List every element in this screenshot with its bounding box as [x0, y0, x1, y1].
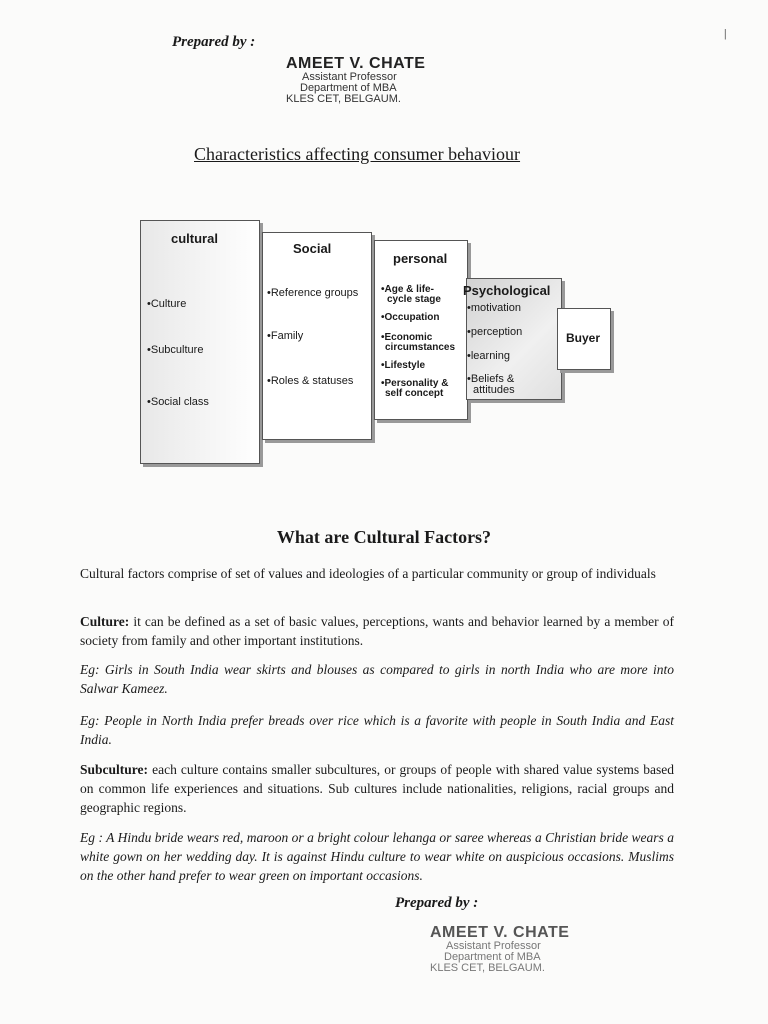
- psychological-item: •perception: [467, 326, 523, 338]
- example-3: Eg : A Hindu bride wears red, maroon or a bright colour lehanga or saree whereas a Christian bride wears a white gown on her wedding day. It is against Hindu culture to wear white on auspicious occasions. Muslims on the other hand prefer to wear green on important occasions.: [80, 830, 674, 883]
- personal-heading: personal: [393, 251, 448, 266]
- social-heading: Social: [293, 241, 332, 256]
- social-item: •Roles & statuses: [267, 375, 354, 387]
- buyer-box: [557, 308, 611, 370]
- margin-mark: |: [724, 26, 727, 40]
- author-role: Assistant Professor: [302, 71, 397, 83]
- psychological-item: •learning: [467, 350, 510, 362]
- psychological-item: attitudes: [473, 384, 515, 396]
- author-inst-bottom: KLES CET, BELGAUM.: [430, 962, 545, 974]
- culture-text: it can be defined as a set of basic values, perceptions, wants and behavior learned by a member of society from family and other important institutions.: [80, 614, 674, 648]
- personal-item: self concept: [385, 388, 444, 399]
- social-item: •Family: [267, 330, 304, 342]
- author-name-bottom: AMEET V. CHATE: [430, 924, 570, 941]
- author-dept: Department of MBA: [300, 82, 397, 94]
- personal-box: [374, 240, 468, 420]
- subculture-term: Subculture:: [80, 762, 149, 777]
- personal-item: •Personality &: [381, 378, 449, 389]
- social-item: •Reference groups: [267, 287, 359, 299]
- example-1: Eg: Girls in South India wear skirts and blouses as compared to girls in north India who are more into Salwar Kameez.: [80, 662, 674, 696]
- intro-paragraph: Cultural factors comprise of set of values and ideologies of a particular community or group of individuals: [80, 566, 656, 581]
- personal-item: circumstances: [385, 342, 456, 353]
- author-name: AMEET V. CHATE: [286, 55, 426, 72]
- personal-item: •Economic: [381, 332, 433, 343]
- page-title: Characteristics affecting consumer behaviour: [194, 144, 521, 164]
- cultural-item: •Social class: [147, 396, 209, 408]
- subculture-text: each culture contains smaller subcultures, or groups of people with shared value systems based on common life experiences and situations. Sub cultures include nationalities, religions, racial groups and geographic regions.: [80, 762, 674, 815]
- author-role-bottom: Assistant Professor: [446, 940, 541, 952]
- section-heading: What are Cultural Factors?: [276, 527, 492, 547]
- prepared-by-label: Prepared by :: [172, 34, 256, 50]
- prepared-by-label-bottom: Prepared by :: [395, 895, 479, 911]
- culture-paragraph: [80, 612, 674, 650]
- buyer-label: Buyer: [566, 331, 601, 345]
- subculture-paragraph: [80, 760, 674, 817]
- psychological-item: •Beliefs &: [467, 373, 515, 385]
- cultural-heading: cultural: [171, 231, 218, 246]
- author-inst: KLES CET, BELGAUM.: [286, 93, 401, 105]
- author-signature-top: [286, 56, 425, 105]
- author-signature-bottom: [430, 925, 569, 974]
- psychological-heading: Psychological: [463, 283, 551, 298]
- personal-item: •Occupation: [381, 312, 440, 323]
- cultural-item: •Culture: [147, 298, 187, 310]
- cultural-box: [140, 220, 260, 464]
- psychological-item: •motivation: [467, 302, 521, 314]
- personal-item: •Lifestyle: [381, 360, 426, 371]
- psychological-box: [463, 278, 562, 400]
- author-dept-bottom: Department of MBA: [444, 951, 541, 963]
- example-2: Eg: People in North India prefer breads over rice which is a favorite with people in South India and East India.: [80, 713, 674, 747]
- culture-term: Culture:: [80, 614, 130, 629]
- social-box: [262, 232, 372, 440]
- personal-item: •Age & life-: [381, 284, 434, 295]
- personal-item: cycle stage: [387, 294, 441, 305]
- cultural-item: •Subculture: [147, 344, 204, 356]
